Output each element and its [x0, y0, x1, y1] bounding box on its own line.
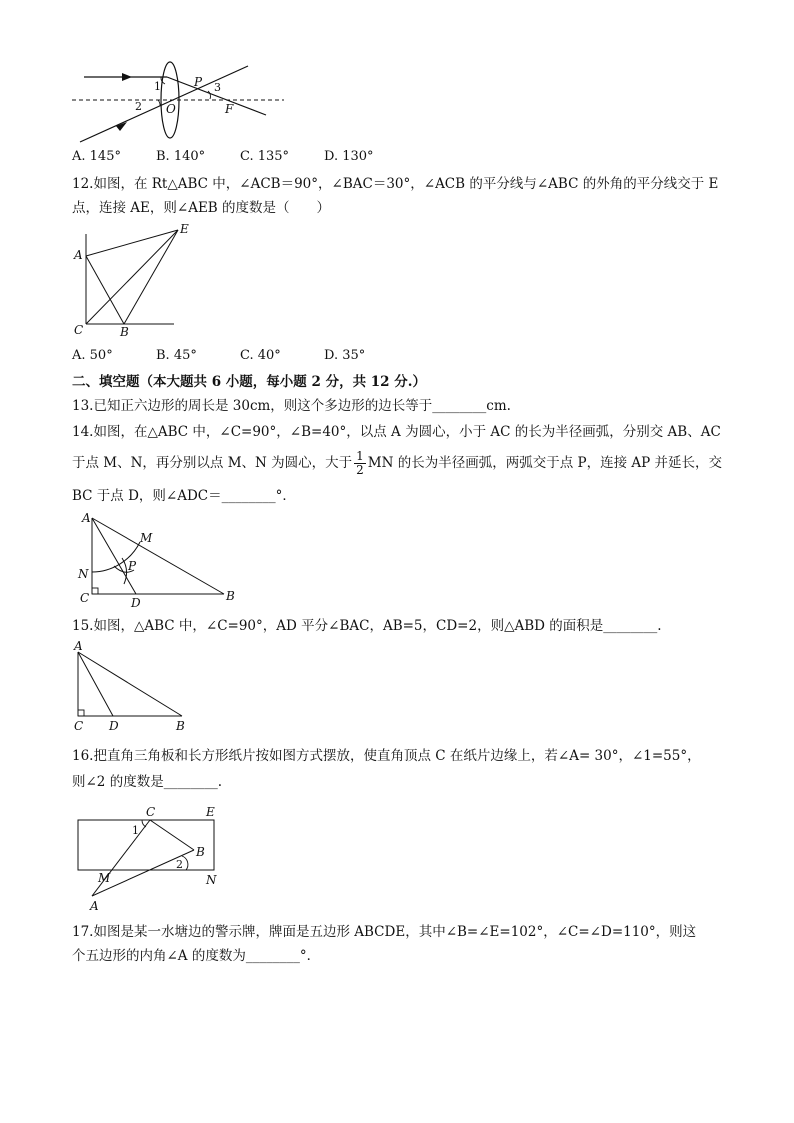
label-P: P [128, 559, 137, 573]
label-B: B [196, 845, 205, 859]
q14-line2 [72, 448, 722, 478]
q14-line2-part2: MN 的长为半径画弧，两弧交于点 P，连接 AP 并延长，交 [367, 455, 723, 471]
label-A: A [74, 248, 83, 262]
q15-figure [70, 640, 200, 732]
q14-figure [72, 508, 242, 610]
right-angle-mark [78, 710, 84, 716]
q17-line1: 17.如图是某一水塘边的警示牌，牌面是五边形 ABCDE，其中∠B=∠E=102°，∠C=∠D=110°，则这 [72, 924, 697, 940]
q12-line2: 点，连接 AE，则∠AEB 的度数是（ ） [72, 200, 331, 216]
q17-line2: 个五边形的内角∠A 的度数为________°． [72, 948, 321, 964]
section-title: 二、填空题（本大题共 6 小题，每小题 2 分，共 12 分.） [72, 374, 426, 390]
label-B: B [120, 325, 129, 339]
right-angle-mark [92, 588, 98, 594]
paper-rectangle [78, 820, 214, 870]
q11-figure [70, 58, 290, 148]
q12-option-b[interactable]: B. 45° [156, 348, 197, 363]
segment-ae [86, 230, 178, 256]
label-A: A [82, 511, 91, 525]
segment-ab [92, 518, 224, 594]
q15-text: 15.如图，△ABC 中，∠C=90°，AD 平分∠BAC，AB=5，CD=2，则△ABD 的面积是________. [72, 618, 662, 634]
q12-option-c[interactable]: C. 40° [240, 348, 281, 363]
label-N: N [206, 873, 217, 887]
label-D: D [109, 719, 119, 733]
q11-option-b[interactable]: B. 140° [156, 149, 206, 164]
fraction-one-half [354, 450, 366, 477]
label-M: M [98, 871, 111, 885]
q14-line3: BC 于点 D，则∠ADC＝________°． [72, 488, 296, 504]
arrow-head-icon [122, 73, 132, 81]
label-A: A [90, 899, 99, 913]
label-one: 1 [154, 80, 161, 93]
fraction-denominator: 2 [356, 463, 364, 477]
label-C: C [146, 805, 156, 819]
fraction-numerator: 1 [356, 449, 364, 463]
angle-arc-2 [158, 100, 160, 106]
q16-line1: 16.把直角三角板和长方形纸片按如图方式摆放，使直角顶点 C 在纸片边缘上，若∠A= 30°，∠1=55°， [72, 748, 701, 764]
label-two: 2 [176, 858, 183, 871]
label-B: B [226, 589, 235, 603]
label-P: P [194, 75, 203, 89]
label-three: 3 [214, 81, 221, 94]
q12-options [72, 348, 408, 363]
label-one: 1 [132, 824, 139, 837]
label-B: B [176, 719, 185, 733]
q11-option-a[interactable]: A. 145° [72, 149, 121, 164]
angle-arc-3 [208, 91, 211, 99]
q14-line2-part1: 于点 M、N，再分别以点 M、N 为圆心，大于 [72, 455, 353, 471]
segment-ad [78, 652, 113, 716]
q12-figure [70, 224, 200, 339]
q12-line1: 12.如图，在 Rt△ABC 中，∠ACB＝90°，∠BAC＝30°，∠ACB 的平分线与∠ABC 的外角的平分线交于 E [72, 176, 719, 192]
q14-line1: 14.如图，在△ABC 中，∠C=90°，∠B=40°，以点 A 为圆心，小于 AC 的长为半径画弧，分别交 AB、AC [72, 424, 721, 440]
segment-ab [78, 652, 182, 716]
label-C: C [74, 719, 84, 733]
label-A: A [74, 639, 83, 653]
segment-ab [86, 256, 124, 324]
q16-line2: 则∠2 的度数是________. [72, 774, 222, 790]
label-D: D [131, 596, 141, 610]
q11-options [72, 149, 408, 164]
label-C: C [80, 591, 90, 605]
label-N: N [78, 567, 89, 581]
q13-text: 13.已知正六边形的周长是 30cm，则这个多边形的边长等于________cm. [72, 398, 511, 414]
label-C: C [74, 323, 84, 337]
label-E: E [180, 222, 189, 236]
q12-option-d[interactable]: D. 35° [324, 348, 366, 363]
segment-cb [150, 820, 194, 850]
q12-option-a[interactable]: A. 50° [72, 348, 113, 363]
label-O: O [166, 102, 176, 116]
q11-option-c[interactable]: C. 135° [240, 149, 290, 164]
q16-figure [70, 800, 230, 915]
label-F: F [225, 102, 234, 116]
label-E: E [206, 805, 215, 819]
label-M: M [140, 531, 153, 545]
q11-option-d[interactable]: D. 130° [324, 149, 374, 164]
label-two: 2 [135, 100, 142, 113]
